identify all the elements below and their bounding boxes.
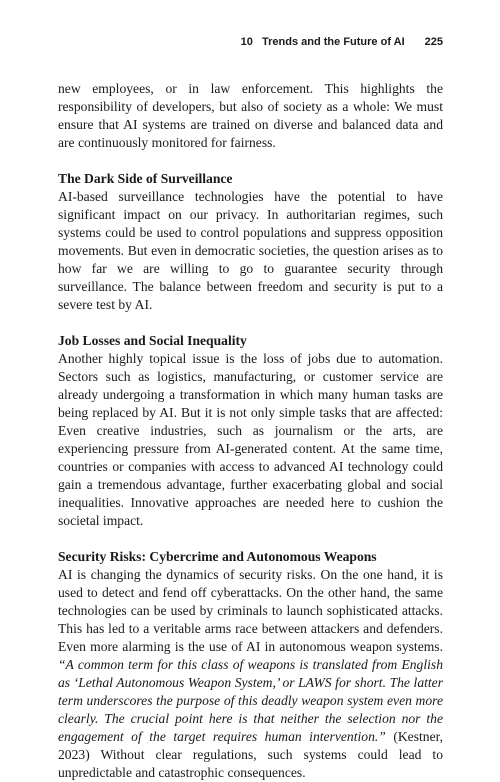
page-number: 225 xyxy=(424,36,443,48)
chapter-title: 10 Trends and the Future of AI xyxy=(240,36,405,48)
intro-paragraph: new employees, or in law enforcement. This highlights the responsibility of developers, but also of society as a whole: We must ensure that AI systems are trained on diverse and balanced data and are continuously monitored for fairness. xyxy=(58,81,443,150)
book-page xyxy=(58,36,443,782)
section-job-losses xyxy=(58,332,443,530)
section-paragraph: AI-based surveillance technologies have the potential to have significant impact on our privacy. In authoritarian regimes, such systems could be used to control populations and suppress opposition movements. But even in democratic societies, the question arises as to how far we are willing to go to guarantee security through surveillance. The balance between freedom and security is put to a severe test by AI. xyxy=(58,189,443,312)
section-heading: Security Risks: Cybercrime and Autonomous Weapons xyxy=(58,549,377,564)
citation-text: (Kestner, 2023) Without clear regulations, such systems could lead to unpredictable and catastrophic consequences. xyxy=(58,729,443,780)
section-security-risks xyxy=(58,548,443,782)
section-surveillance xyxy=(58,170,443,314)
section-heading: Job Losses and Social Inequality xyxy=(58,333,247,348)
section-paragraph: Another highly topical issue is the loss of jobs due to automation. Sectors such as logistics, manufacturing, or customer service are already undergoing a transformation in which many human tasks are being replaced by AI. But it is not only simple tasks that are affected: Even creative industries, such as journalism or the arts, are experiencing pressure from AI-generated content. At the same time, countries or companies with access to advanced AI technology could gain a tremendous advantage, further exacerbating global and social inequalities. Innovative approaches are needed here to cushion the societal impact. xyxy=(58,351,443,528)
block-quote: “A common term for this class of weapons is translated from English as ‘Lethal Autonomous Weapon System,’ or LAWS for short. The latter term underscores the purpose of this deadly weapon system even more clearly. The crucial point here is that neither the selection nor the engagement of the target requires human intervention.” xyxy=(58,657,443,744)
running-header xyxy=(58,36,443,56)
section-paragraph xyxy=(58,566,443,782)
page-body xyxy=(58,80,443,782)
paragraph-text: AI is changing the dynamics of security risks. On the one hand, it is used to detect and fend off cyberattacks. On the other hand, the same technologies can be used by criminals to launch sophisticated attacks. This has led to a veritable arms race between attackers and defenders. Even more alarming is the use of AI in autonomous weapon systems. xyxy=(58,567,443,654)
section-heading: The Dark Side of Surveillance xyxy=(58,171,233,186)
